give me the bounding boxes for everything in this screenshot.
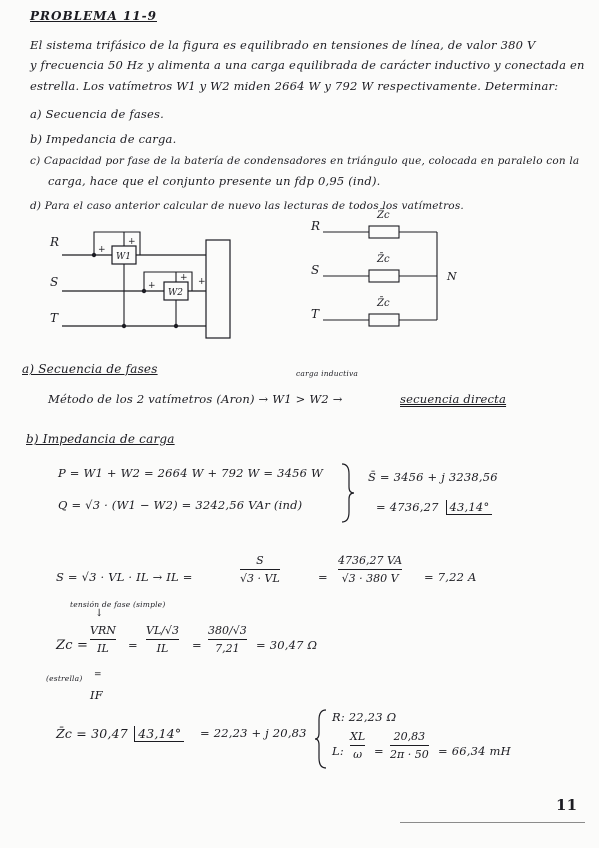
item-b: b) Impedancia de carga.	[30, 132, 177, 146]
wattmeter-circuit	[40, 222, 240, 342]
eq-z-frac3-num: 380/√3	[208, 624, 247, 637]
tension-note: tensión de fase (simple)	[70, 600, 166, 609]
w2-label: W2	[168, 288, 183, 298]
eq-l-eq: =	[374, 744, 384, 758]
eq-s-mod: = 4736,27	[376, 500, 439, 514]
equals-circle: =	[94, 670, 102, 680]
footer-rule	[400, 822, 585, 823]
z-label-3: Z̄c	[377, 298, 390, 309]
section-a-note: carga inductiva	[296, 369, 359, 378]
eq-p: P = W1 + W2 = 2664 W + 792 W = 3456 W	[58, 466, 324, 480]
impedance-r	[369, 226, 399, 238]
eq-l-frac1	[350, 730, 365, 761]
star-load-circuit	[305, 208, 485, 338]
impedance-s	[369, 270, 399, 282]
eq-i-frac1-num: S	[256, 554, 264, 567]
brace-s	[340, 462, 356, 524]
eq-z-frac3-den: 7,21	[215, 642, 240, 655]
eq-i-eq: =	[318, 570, 328, 584]
eq-z-eq2: =	[192, 638, 202, 652]
eq-l-frac2-den: 2π · 50	[390, 748, 429, 761]
eq-z-frac1-num: VRN	[90, 624, 116, 637]
load-label-r: R	[311, 219, 321, 233]
item-c-cont: carga, hace que el conjunto presente un fdp 0,95 (ind).	[48, 174, 381, 188]
z-label-2: Z̄c	[377, 254, 390, 265]
eq-z-eq1: =	[128, 638, 138, 652]
statement-line-1: El sistema trifásico de la figura es equilibrado en tensiones de línea, de valor 380 V	[30, 38, 536, 52]
section-b-heading-text: b) Impedancia de carga	[26, 432, 175, 446]
circuit-label-s: S	[50, 275, 59, 289]
eq-i-frac2	[338, 554, 402, 585]
section-a-heading	[22, 362, 158, 376]
brace-rl	[314, 708, 328, 770]
eq-i-result: = 7,22 A	[424, 570, 477, 584]
tension-arrow: ↓	[95, 608, 104, 619]
statement-line-3: estrella. Los vatímetros W1 y W2 miden 2664 W y 792 W respectivamente. Determinar:	[30, 79, 559, 93]
eq-l-frac2	[390, 730, 429, 761]
item-a: a) Secuencia de fases.	[30, 107, 164, 121]
load-plus: +	[198, 277, 206, 287]
eq-z-frac3	[208, 624, 247, 655]
eq-z-result: = 30,47 Ω	[256, 638, 318, 652]
eq-l-frac1-num: XL	[350, 730, 366, 743]
estrella-note: (estrella)	[46, 674, 83, 683]
eq-z-lhs: Zc =	[56, 638, 89, 653]
eq-zbar-angle: 43,14°	[134, 726, 184, 742]
w2-plus-2: +	[180, 273, 188, 283]
section-a-heading-text: a) Secuencia de fases	[22, 362, 158, 376]
section-a-line: Método de los 2 vatímetros (Aron) → W1 > W2 →	[48, 392, 343, 406]
eq-r: R: 22,23 Ω	[332, 710, 397, 724]
w1-plus-2: +	[128, 237, 136, 247]
w1-plus-1: +	[98, 245, 106, 255]
eq-l-frac2-num: 20,83	[393, 730, 426, 743]
eq-z-frac1	[90, 624, 116, 655]
eq-zbar-result: = 22,23 + j 20,83	[200, 726, 307, 740]
eq-l-result: = 66,34 mH	[438, 744, 511, 758]
load-label-t: T	[311, 307, 320, 321]
neutral-label: N	[447, 270, 457, 283]
eq-z-frac1-den: IL	[97, 642, 109, 655]
eq-i-frac1	[240, 554, 280, 585]
eq-i-frac1-den: √3 · VL	[240, 572, 280, 585]
item-c: c) Capacidad por fase de la batería de condensadores en triángulo que, colocada en paralelo con la	[30, 155, 580, 167]
circuit-label-r: R	[50, 235, 60, 249]
w2-plus-1: +	[148, 281, 156, 291]
w1-label: W1	[116, 252, 131, 262]
eq-z-frac2-den: IL	[156, 642, 169, 655]
item-d: d) Para el caso anterior calcular de nuevo las lecturas de todos los vatímetros.	[30, 200, 464, 212]
page-number: 11	[556, 796, 578, 814]
eq-i-lhs: S = √3 · VL · IL → IL =	[56, 570, 193, 584]
eq-s-polar	[376, 500, 492, 515]
eq-i-frac2-num: 4736,27 VA	[338, 554, 403, 567]
eq-s-angle: 43,14°	[446, 500, 493, 515]
circuit-label-t: T	[50, 311, 59, 325]
impedance-t	[369, 314, 399, 326]
eq-l-frac1-den: ω	[353, 748, 363, 761]
eq-z-frac2-num: VL/√3	[146, 624, 179, 637]
eq-q: Q = √3 · (W1 − W2) = 3242,56 VAr (ind)	[58, 498, 303, 512]
eq-s-complex: S̄ = 3456 + j 3238,56	[368, 470, 498, 484]
section-a-result: secuencia directa	[400, 392, 507, 406]
load-label-s: S	[311, 263, 320, 277]
eq-i-frac2-den: √3 · 380 V	[341, 572, 399, 585]
eq-if: IF	[90, 688, 103, 702]
statement-line-2: y frecuencia 50 Hz y alimenta a una carga equilibrada de carácter inductivo y conectada en	[30, 58, 585, 72]
eq-z-frac2	[146, 624, 179, 655]
z-label-1: Z̄c	[377, 210, 390, 221]
eq-zbar	[56, 726, 184, 742]
eq-zbar-mod: Z̄c = 30,47	[56, 726, 128, 741]
section-b-heading	[26, 432, 175, 446]
problem-title: PROBLEMA 11-9	[30, 9, 157, 23]
eq-l-lhs: L:	[332, 744, 344, 758]
